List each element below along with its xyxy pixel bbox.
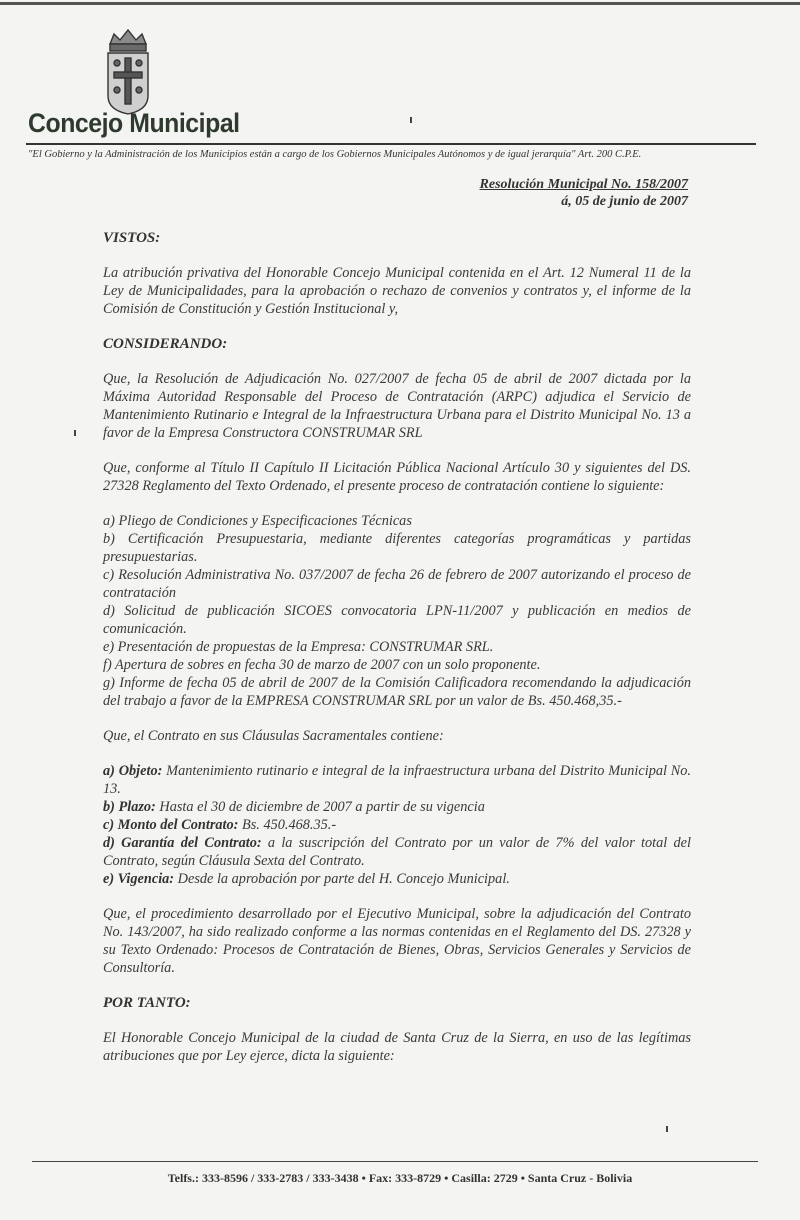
resolution-date: á, 05 de junio de 2007 xyxy=(561,194,688,209)
contract-term-text: Mantenimiento rutinario e integral de la infraestructura urbana del Distrito Municipal No. 13. xyxy=(103,763,692,797)
scan-speck xyxy=(666,1126,668,1132)
requirements-list-item: g) Informe de fecha 05 de abril de 2007 de la Comisión Calificadora recomendando la adjudicación del trabajo a favor de la EMPRESA CONSTRUMAR SRL por un valor de Bs. 450.468,35.- xyxy=(103,675,691,709)
scan-speck xyxy=(74,430,76,436)
contract-term-label: e) Vigencia: xyxy=(103,871,175,887)
contract-term-label: b) Plazo: xyxy=(103,799,156,815)
footer-divider xyxy=(32,1161,758,1162)
requirements-list-item: d) Solicitud de publicación SICOES convocatoria LPN-11/2007 y publicación en medios de comunicación. xyxy=(103,603,691,637)
contract-terms-list xyxy=(103,762,691,888)
header-divider xyxy=(26,143,756,145)
contract-term-label: a) Objeto: xyxy=(103,763,163,779)
contract-term-item xyxy=(103,816,691,834)
considerando-paragraph-1: Que, la Resolución de Adjudicación No. 027/2007 de fecha 05 de abril de 2007 dictada por la Máxima Autoridad Responsable del Proceso de Contratación (ARPC) adjudica el Servicio de Mantenimiento Rutinario e Integral de la Infraestructura Urbana para el Distrito Municipal No. 13 a favor de la Empresa Constructora CONSTRUMAR SRL xyxy=(103,371,691,441)
contract-term-label: c) Monto del Contrato: xyxy=(103,817,239,833)
contract-term-item xyxy=(103,834,691,870)
considerando-heading: CONSIDERANDO: xyxy=(103,336,228,352)
requirements-list-item: b) Certificación Presupuestaria, mediante diferentes categorías programáticas y partidas presupuestarias. xyxy=(103,531,691,565)
municipal-crest-icon xyxy=(102,26,154,116)
requirements-list-item: c) Resolución Administrativa No. 037/2007 de fecha 26 de febrero de 2007 autorizando el proceso de contratación xyxy=(103,567,691,601)
portanto-heading: POR TANTO: xyxy=(103,995,191,1011)
requirements-list-item: f) Apertura de sobres en fecha 30 de marzo de 2007 con un solo proponente. xyxy=(103,657,541,673)
footer-contact: Telfs.: 333-8596 / 333-2783 / 333-3438 • Fax: 333-8729 • Casilla: 2729 • Santa Cruz - Bolivia xyxy=(167,1171,633,1185)
organization-name: Concejo Municipal xyxy=(28,108,240,138)
scan-speck xyxy=(410,117,412,123)
requirements-list-item: a) Pliego de Condiciones y Especificaciones Técnicas xyxy=(103,513,412,529)
contract-intro: Que, el Contrato en sus Cláusulas Sacramentales contiene: xyxy=(103,728,444,744)
document-body xyxy=(103,229,691,1082)
contract-term-item xyxy=(103,762,691,798)
contract-term-item xyxy=(103,798,691,816)
considerando-paragraph-2: Que, conforme al Título II Capítulo II Licitación Pública Nacional Artículo 30 y siguientes del DS. 27328 Reglamento del Texto Ordenado, el presente proceso de contratación contiene lo siguiente: xyxy=(103,460,691,494)
contract-term-text: Desde la aprobación por parte del H. Concejo Municipal. xyxy=(174,871,510,887)
contract-term-label: d) Garantía del Contrato: xyxy=(103,835,262,851)
top-border-line xyxy=(0,2,800,5)
procedure-paragraph: Que, el procedimiento desarrollado por el Ejecutivo Municipal, sobre la adjudicación del Contrato No. 143/2007, ha sido realizado conforme a las normas contenidas en el Reglamento del DS. 27328 y su Texto Ordenado: Procesos de Contratación de Bienes, Obras, Servicios Generales y Servicios de Consultoría. xyxy=(103,906,691,976)
resolution-number: Resolución Municipal No. 158/2007 xyxy=(479,177,688,192)
contract-term-text: Hasta el 30 de diciembre de 2007 a partir de su vigencia xyxy=(155,799,485,815)
vistos-paragraph: La atribución privativa del Honorable Concejo Municipal contenida en el Art. 12 Numeral 11 de la Ley de Municipalidades, para la aprobación o rechazo de convenios y contratos y, el informe de la Comisión de Constitución y Gestión Institucional y, xyxy=(103,265,691,317)
header-motto: "El Gobierno y la Administración de los Municipios están a cargo de los Gobiernos Municipales Autónomos y de igual jerarquía" Art. 200 C.P.E. xyxy=(28,149,642,160)
requirements-list xyxy=(103,512,691,710)
contract-term-item xyxy=(103,870,691,888)
contract-term-text: a la suscripción del Contrato por un valor de 7% del valor total del Contrato, según Cláusula Sexta del Contrato. xyxy=(103,835,692,869)
contract-term-text: Bs. 450.468.35.- xyxy=(238,817,337,833)
requirements-list-item: e) Presentación de propuestas de la Empresa: CONSTRUMAR SRL. xyxy=(103,639,494,655)
vistos-heading: VISTOS: xyxy=(103,230,161,246)
portanto-paragraph: El Honorable Concejo Municipal de la ciudad de Santa Cruz de la Sierra, en uso de las legítimas atribuciones que por Ley ejerce, dicta la siguiente: xyxy=(103,1030,691,1064)
